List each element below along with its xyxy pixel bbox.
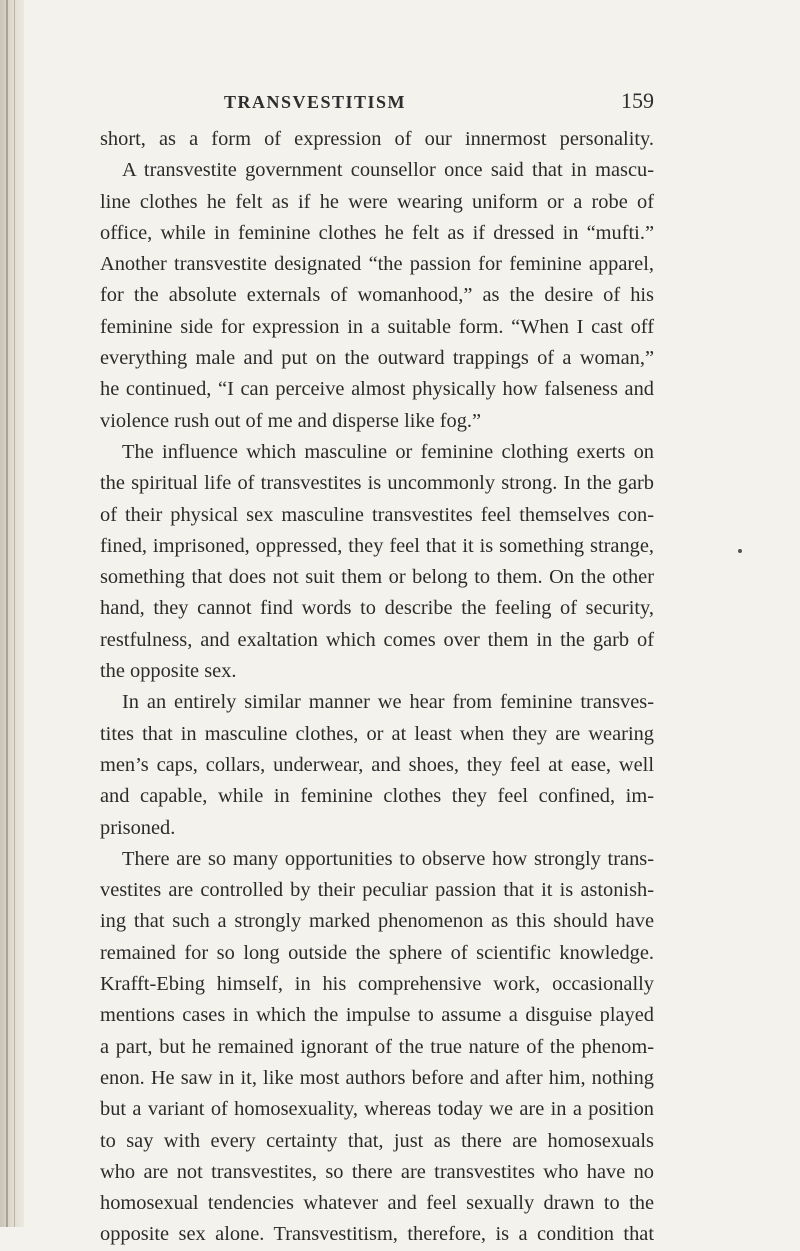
text-line: the opposite sex. [100, 660, 237, 683]
text-line: enon. He saw in it, like most authors before and after him, nothing [100, 1066, 654, 1089]
text-line: opposite sex alone. Transvestitism, therefore, is a condition that [100, 1223, 654, 1246]
print-speck [738, 549, 742, 553]
text-line: The influence which masculine or feminine clothing exerts on [122, 440, 654, 463]
text-line: short, as a form of expression of our innermost personality. [100, 128, 654, 150]
text-line: ing that such a strongly marked phenomenon as this should have [100, 910, 654, 933]
text-line: line clothes he felt as if he were wearing uniform or a robe of [100, 190, 654, 213]
text-line: who are not transvestites, so there are transvestites who have no [100, 1160, 654, 1183]
text-line: There are so many opportunities to observe how strongly trans- [122, 847, 654, 870]
binding-shadow-line [6, 0, 8, 1227]
text-line: remained for so long outside the sphere of scientific knowledge. [100, 941, 654, 964]
text-line: to say with every certainty that, just as there are homosexuals [100, 1129, 654, 1152]
page-number: 159 [621, 88, 654, 113]
text-line: hand, they cannot find words to describe the feeling of security, [100, 597, 654, 620]
text-line: everything male and put on the outward trappings of a woman,” [100, 347, 654, 370]
text-line: Another transvestite designated “the passion for feminine apparel, [100, 253, 654, 276]
text-line: a part, but he remained ignorant of the true nature of the phenom- [100, 1035, 654, 1058]
text-line: In an entirely similar manner we hear from feminine transves- [122, 691, 654, 714]
text-line: of their physical sex masculine transvestites feel themselves con- [100, 503, 654, 526]
text-line: but a variant of homosexuality, whereas today we are in a position [100, 1098, 654, 1121]
text-line: Krafft-Ebing himself, in his comprehensive work, occasionally [100, 973, 654, 996]
running-head: TRANSVESTITISM [224, 92, 407, 112]
text-line: tites that in masculine clothes, or at least when they are wearing [100, 722, 654, 745]
text-line: violence rush out of me and disperse like fog.” [100, 409, 482, 432]
binding-shadow-line [14, 0, 15, 1227]
text-line: something that does not suit them or belong to them. On the other [100, 566, 654, 589]
text-line: A transvestite government counsellor once said that in mascu- [122, 159, 654, 182]
text-line: restfulness, and exaltation which comes over them in the garb of [100, 628, 654, 651]
text-line: fined, imprisoned, oppressed, they feel that it is something strange, [100, 534, 654, 557]
text-line: vestites are controlled by their peculiar passion that it is astonish- [100, 879, 654, 902]
text-line: and capable, while in feminine clothes they feel confined, im- [100, 785, 654, 808]
binding-edge [0, 0, 24, 1227]
text-line: mentions cases in which the impulse to assume a disguise played [100, 1004, 654, 1027]
text-line: for the absolute externals of womanhood,” as the desire of his [100, 284, 654, 307]
text-line: feminine side for expression in a suitable form. “When I cast off [100, 315, 654, 338]
body-text [100, 124, 654, 1251]
text-line: prisoned. [100, 816, 176, 839]
page-header [224, 88, 654, 118]
text-line: he continued, “I can perceive almost physically how falseness and [100, 378, 654, 401]
text-line: homosexual tendencies whatever and feel sexually drawn to the [100, 1192, 654, 1215]
text-line: the spiritual life of transvestites is uncommonly strong. In the garb [100, 472, 654, 495]
text-line: office, while in feminine clothes he felt as if dressed in “mufti.” [100, 221, 654, 244]
text-line: men’s caps, collars, underwear, and shoes, they feel at ease, well [100, 753, 654, 776]
